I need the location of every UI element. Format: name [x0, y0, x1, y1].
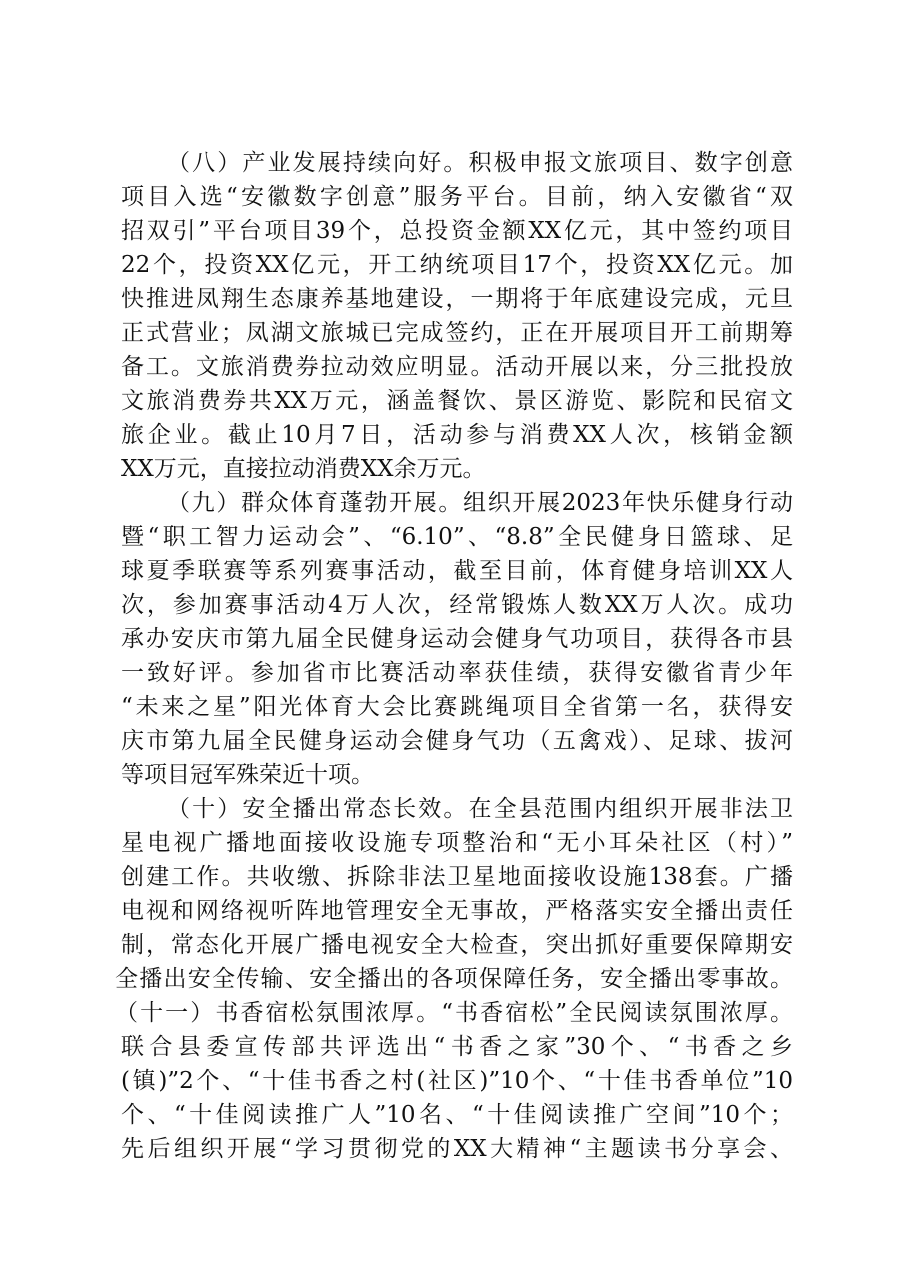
paragraph-9-line: 次，参加赛事活动4万人次，经常锻炼人数XX万人次。成功	[121, 592, 793, 618]
paragraph-8-line: 快推进凤翔生态康养基地建设，一期将于年底建设完成，元旦	[121, 286, 793, 312]
paragraph-8-line: 正式营业；凤湖文旅城已完成签约，正在开展项目开工前期筹	[121, 320, 793, 346]
paragraph-9-line: “未来之星”阳光体育大会比赛跳绳项目全省第一名，获得安	[121, 694, 793, 720]
paragraph-10-line: （十）安全播出常态长效。在全县范围内组织开展非法卫	[167, 796, 793, 822]
paragraph-10-line: 制，常态化开展广播电视安全大检查，突出抓好重要保障期安	[121, 932, 793, 958]
paragraph-9-line: 一致好评。参加省市比赛活动率获佳绩，获得安徽省青少年	[121, 660, 793, 686]
paragraph-8-line: 备工。文旅消费券拉动效应明显。活动开展以来，分三批投放	[121, 354, 793, 380]
paragraph-9-line: （九）群众体育蓬勃开展。组织开展2023年快乐健身行动	[167, 490, 793, 516]
paragraph-8-line: 招双引”平台项目39个，总投资金额XX亿元，其中签约项目	[121, 218, 793, 244]
document-body	[115, 146, 793, 1166]
paragraph-11-line: 个、“十佳阅读推广人”10名、“十佳阅读推广空间”10个；	[121, 1102, 793, 1128]
paragraph-8-line: 文旅消费券共XX万元，涵盖餐饮、景区游览、影院和民宿文	[121, 388, 793, 414]
paragraph-10-line: 星电视广播地面接收设施专项整治和“无小耳朵社区（村）”	[121, 830, 793, 856]
paragraph-8-line: 22个，投资XX亿元，开工纳统项目17个，投资XX亿元。加	[121, 252, 793, 278]
paragraph-9-line: 庆市第九届全民健身运动会健身气功（五禽戏）、足球、拔河	[121, 728, 793, 754]
paragraph-9-line: 等项目冠军殊荣近十项。	[121, 762, 374, 788]
paragraph-11-line: 先后组织开展“学习贯彻党的XX大精神“主题读书分享会、	[121, 1136, 793, 1162]
paragraph-9-line: 承办安庆市第九届全民健身运动会健身气功项目，获得各市县	[121, 626, 793, 652]
paragraph-8-line: 旅企业。截止10月7日，活动参与消费XX人次，核销金额	[121, 422, 793, 448]
paragraph-8-line: XX万元，直接拉动消费XX余万元。	[121, 456, 486, 482]
paragraph-10-line: 创建工作。共收缴、拆除非法卫星地面接收设施138套。广播	[121, 864, 793, 890]
paragraph-8-line: 项目入选“安徽数字创意”服务平台。目前，纳入安徽省“双	[121, 184, 793, 210]
paragraph-11-line: （十一）书香宿松氛围浓厚。“书香宿松”全民阅读氛围浓厚。	[115, 1000, 793, 1026]
paragraph-10-line: 电视和网络视听阵地管理安全无事故，严格落实安全播出责任	[121, 898, 793, 924]
paragraph-11-line: (镇)”2个、“十佳书香之村(社区)”10个、“十佳书香单位”10	[121, 1068, 793, 1094]
paragraph-10-line: 全播出安全传输、安全播出的各项保障任务，安全播出零事故。	[115, 966, 793, 992]
paragraph-8-line: （八）产业发展持续向好。积极申报文旅项目、数字创意	[167, 150, 793, 176]
paragraph-11-line: 联合县委宣传部共评选出“书香之家”30个、“书香之乡	[121, 1034, 793, 1060]
paragraph-9-line: 暨“职工智力运动会”、“6.10”、“8.8”全民健身日篮球、足	[121, 524, 793, 550]
paragraph-9-line: 球夏季联赛等系列赛事活动，截至目前，体育健身培训XX人	[121, 558, 793, 584]
